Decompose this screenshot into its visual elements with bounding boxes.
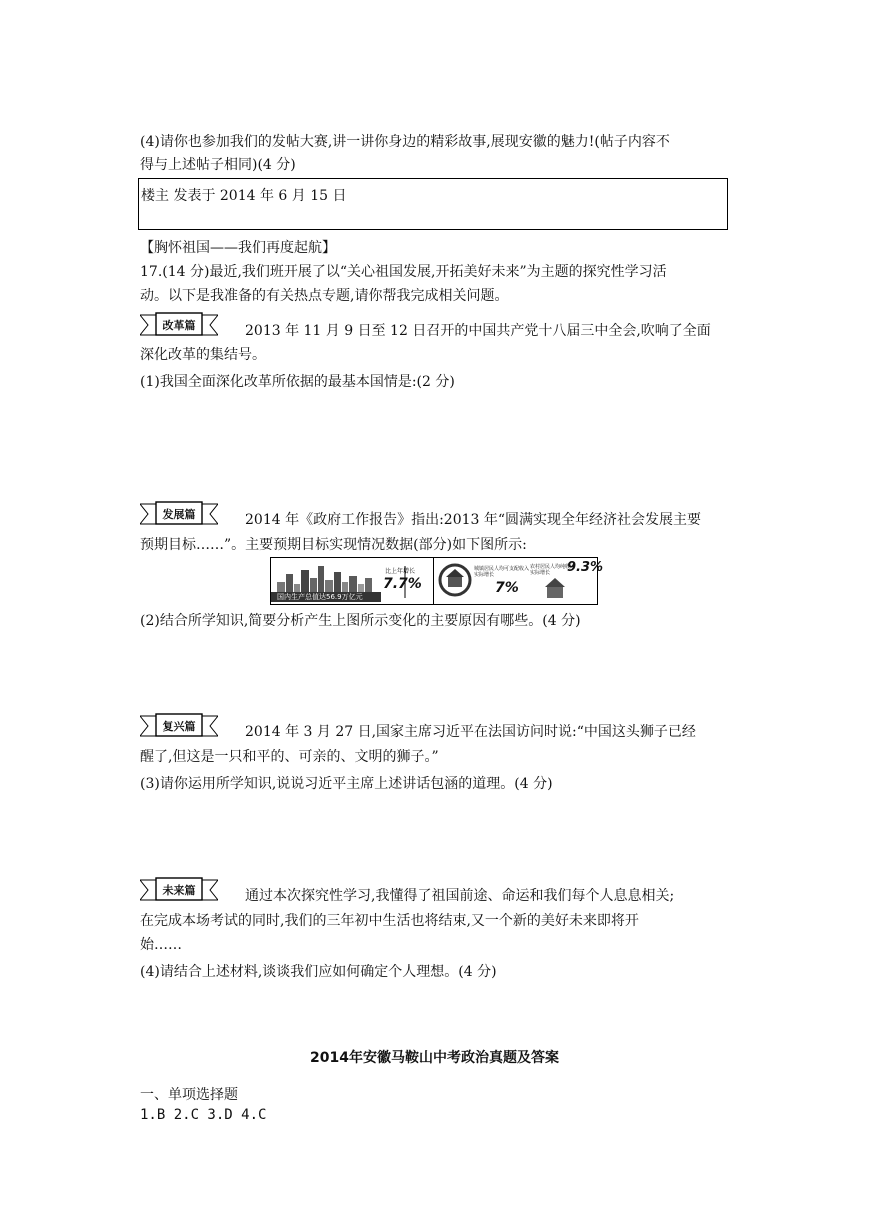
reform-question: (1)我国全面深化改革所依据的最基本国情是:(2 分) xyxy=(140,374,455,390)
gdp-label: 国内生产总值达56.9万亿元 xyxy=(277,593,363,601)
answer-box[interactable] xyxy=(138,178,728,230)
gdp-panel xyxy=(271,558,433,604)
growth-label: 比上年增长 xyxy=(385,568,416,575)
development-text-line1: 2014 年《政府工作报告》指出:2013 年“圆满实现全年经济社会发展主要 xyxy=(245,512,702,528)
future-text-line1: 通过本次探究性学习,我懂得了祖国前途、命运和我们每个人息息相关; xyxy=(245,888,675,904)
q16-4-line2: 得与上述帖子相同)(4 分) xyxy=(140,157,296,173)
ribbon-revival-label: 复兴篇 xyxy=(162,720,196,733)
ribbon-reform xyxy=(140,311,218,339)
development-text-line2: 预期目标……”。主要预期目标实现情况数据(部分)如下图所示: xyxy=(140,537,527,553)
rural-income-label: 农村居民人均纯收入实际增长 xyxy=(530,564,576,576)
urban-income-label: 城镇居民人均可支配收入实际增长 xyxy=(474,566,530,578)
revival-question: (3)请你运用所学知识,说说习近平主席上述讲话包涵的道理。(4 分) xyxy=(140,776,553,792)
q17-intro-line2: 动。以下是我准备的有关热点专题,请你帮我完成相关问题。 xyxy=(140,288,509,304)
future-text-line2: 在完成本场考试的同时,我们的三年初中生活也将结束,又一个新的美好未来即将开 xyxy=(140,913,639,929)
q16-4-line1: (4)请你也参加我们的发帖大赛,讲一讲你身边的精彩故事,展现安徽的魅力!(帖子内容不 xyxy=(140,134,670,150)
reform-text-line1: 2013 年 11 月 9 日至 12 日召开的中国共产党十八届三中全会,吹响了全面 xyxy=(245,323,711,339)
urban-income-value: 7% xyxy=(495,580,519,596)
answers-title: 2014年安徽马鞍山中考政治真题及答案 xyxy=(310,1050,559,1066)
ribbon-development xyxy=(140,500,218,528)
revival-text-line2: 醒了,但这是一只和平的、可亲的、文明的狮子。” xyxy=(140,749,439,765)
answers-items: 1.B 2.C 3.D 4.C xyxy=(140,1107,267,1123)
ribbon-future-label: 未来篇 xyxy=(162,884,196,897)
revival-text-line1: 2014 年 3 月 27 日,国家主席习近平在法国访问时说:“中国这头狮子已经 xyxy=(245,724,696,740)
future-question: (4)请结合上述材料,谈谈我们应如何确定个人理想。(4 分) xyxy=(140,964,497,980)
q17-intro-line1: 17.(14 分)最近,我们班开展了以“关心祖国发展,开拓美好未来”为主题的探究性学习活 xyxy=(140,264,667,280)
rural-income-value: 9.3% xyxy=(567,560,604,575)
ribbon-development-label: 发展篇 xyxy=(162,508,196,521)
answer-box-header: 楼主 发表于 2014 年 6 月 15 日 xyxy=(141,188,347,204)
answers-section: 一、单项选择题 xyxy=(140,1087,238,1103)
stats-figure xyxy=(270,557,604,605)
ribbon-reform-label: 改革篇 xyxy=(162,319,196,332)
divider xyxy=(433,558,434,604)
ribbon-revival xyxy=(140,712,218,740)
income-panel xyxy=(435,558,604,604)
ribbon-future xyxy=(140,876,218,904)
section-heading: 【胸怀祖国——我们再度起航】 xyxy=(140,240,336,256)
reform-text-line2: 深化改革的集结号。 xyxy=(140,347,266,363)
development-question: (2)结合所学知识,简要分析产生上图所示变化的主要原因有哪些。(4 分) xyxy=(140,613,581,629)
future-text-line3: 始…… xyxy=(140,937,182,953)
growth-value: 7.7% xyxy=(383,576,422,592)
